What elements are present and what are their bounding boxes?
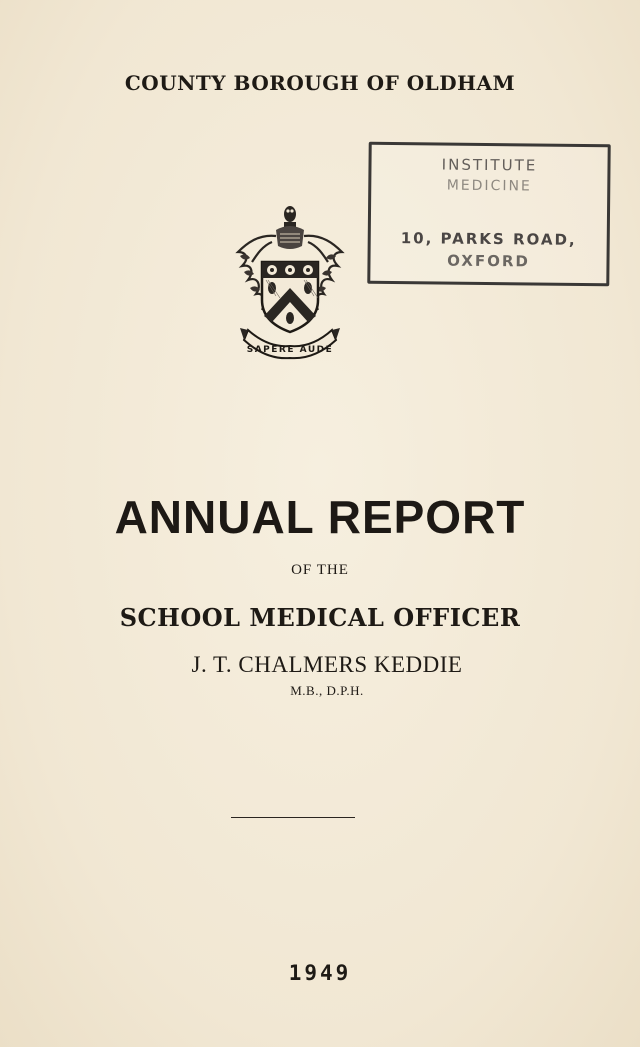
crest-motto: SAPERE AUDE xyxy=(246,345,334,355)
coat-of-arms-icon xyxy=(228,200,348,365)
stamp-line-1: INSTITUTE xyxy=(441,155,538,175)
divider-rule xyxy=(231,817,355,818)
author-name: J. T. CHALMERS KEDDIE xyxy=(191,652,463,677)
officer-title: SCHOOL MEDICAL OFFICER xyxy=(119,603,521,632)
stamp-line-2: MEDICINE xyxy=(446,177,532,195)
report-year: 1949 xyxy=(288,961,352,985)
library-stamp xyxy=(367,142,610,287)
of-the-text: OF THE xyxy=(291,562,349,578)
stamp-line-4: OXFORD xyxy=(447,251,530,271)
report-title: ANNUAL REPORT xyxy=(114,491,526,543)
author-qualifications: M.B., D.P.H. xyxy=(290,683,364,698)
stamp-line-3: 10, PARKS ROAD, xyxy=(400,229,577,249)
borough-heading: COUNTY BOROUGH OF OLDHAM xyxy=(124,71,516,95)
